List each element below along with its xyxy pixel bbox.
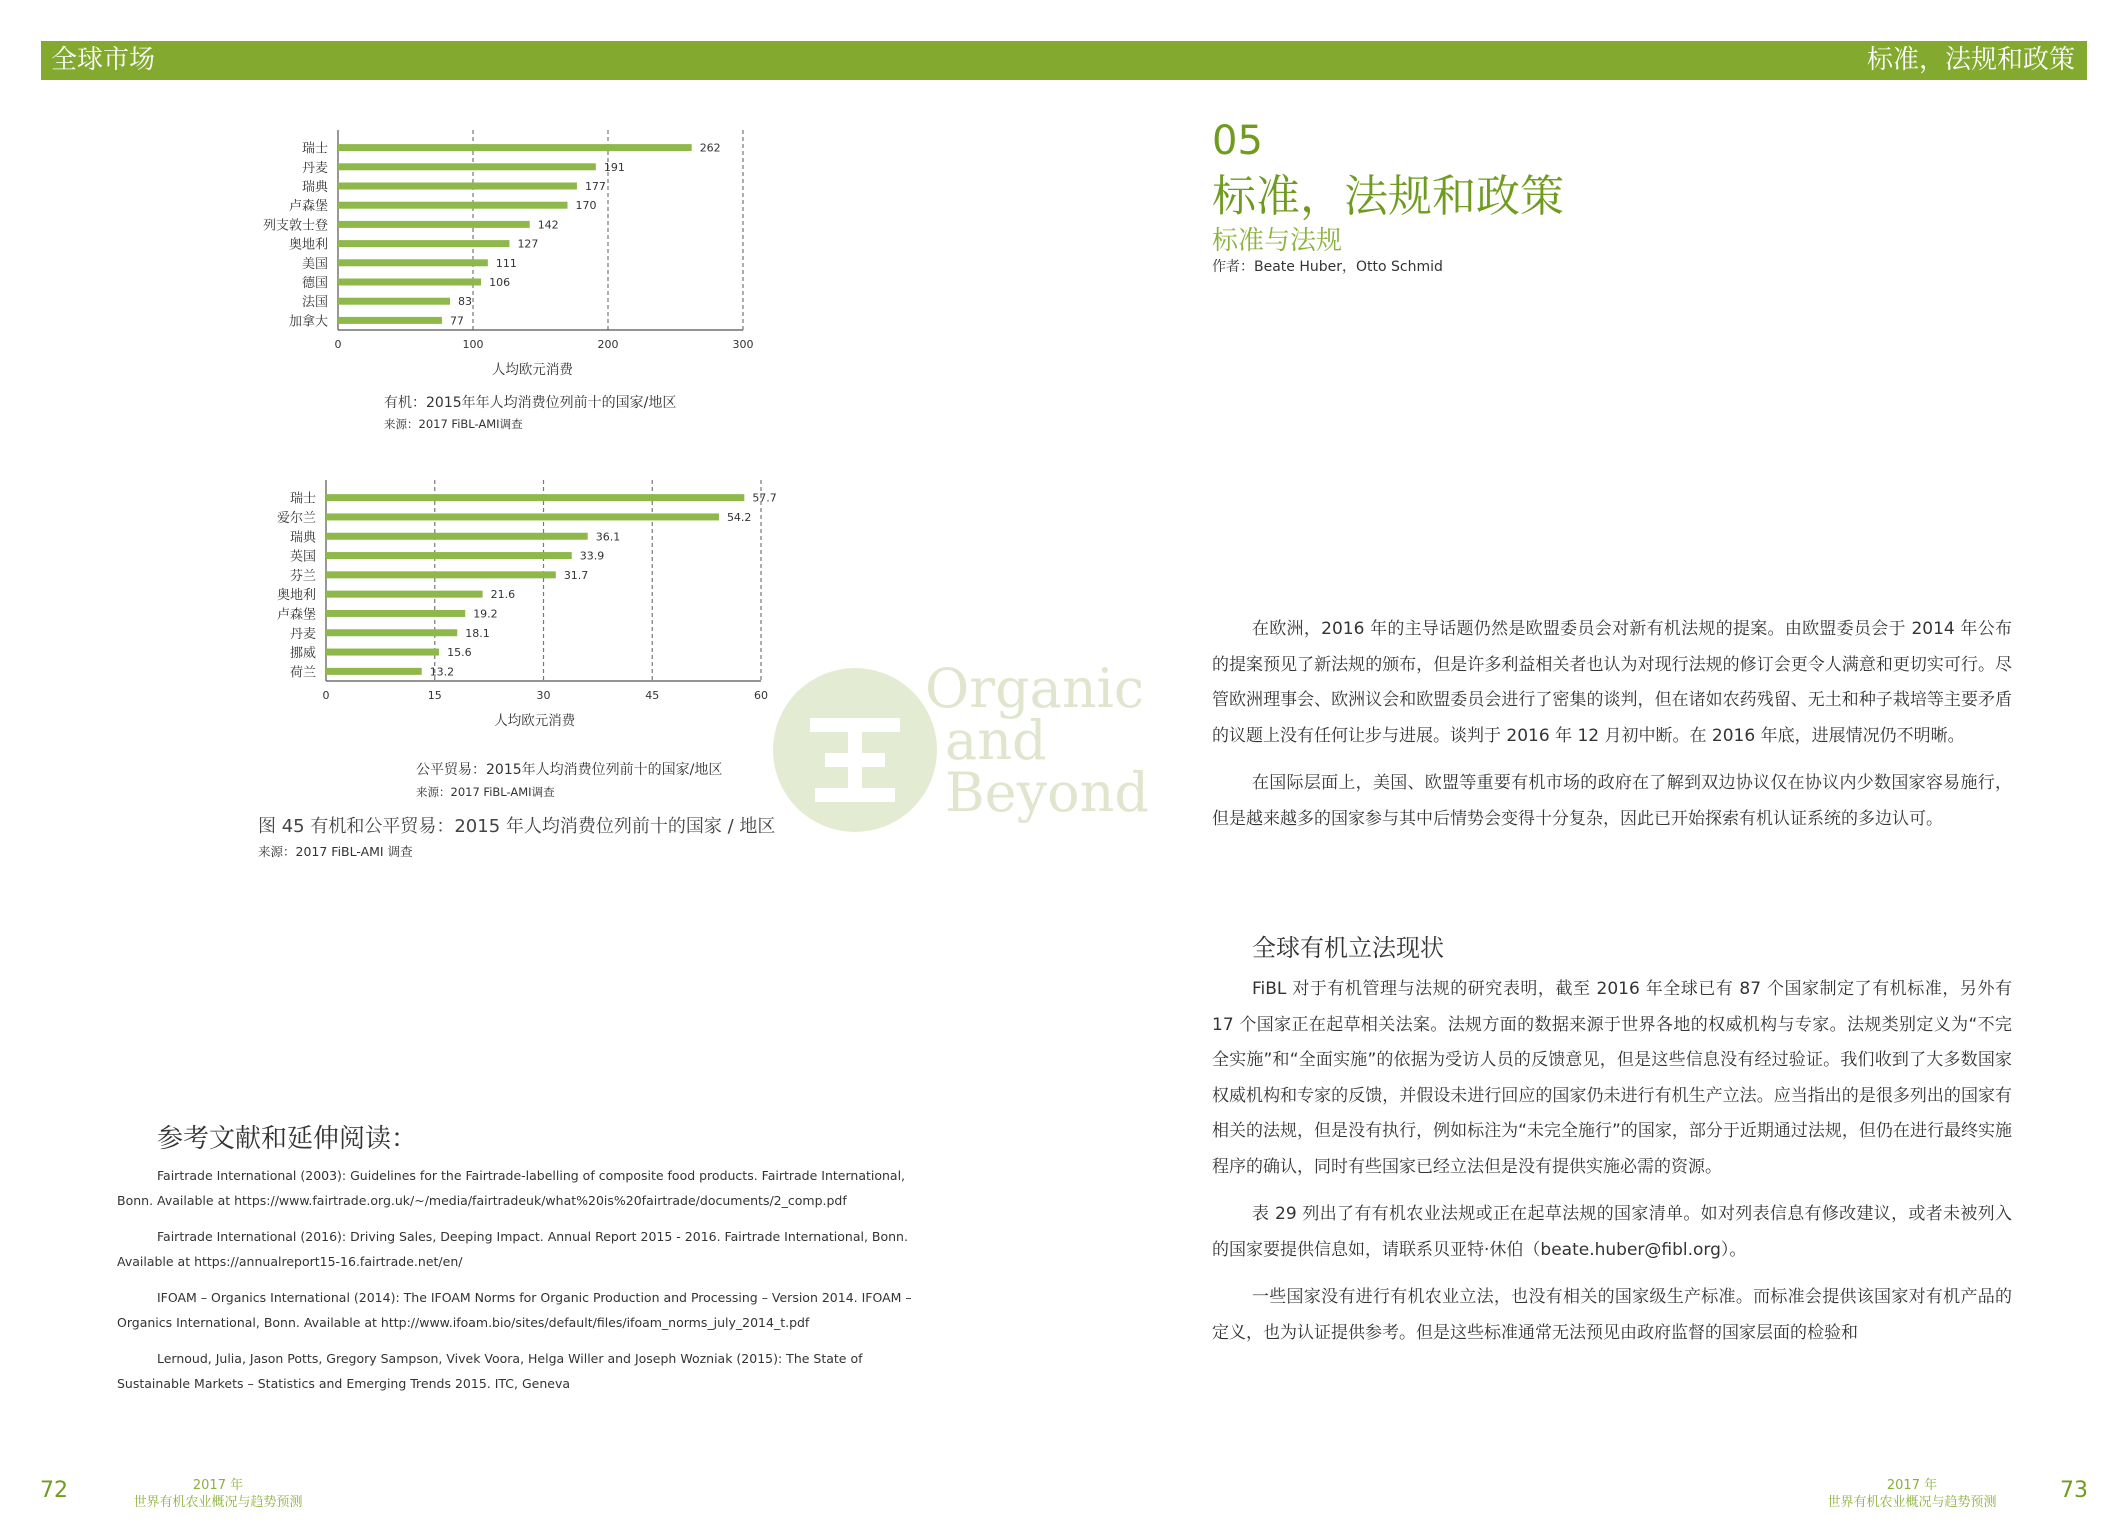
organic-consumption-chart: [230, 128, 790, 378]
category-label: 卢森堡: [288, 199, 328, 215]
chapter-number: 05: [1212, 118, 1263, 164]
x-axis-title: 人均欧元消费: [491, 362, 573, 378]
x-axis-title: 人均欧元消费: [494, 713, 576, 729]
bar: [338, 144, 692, 151]
paragraph: 在国际层面上，美国、欧盟等重要有机市场的政府在了解到双边协议仅在协议内少数国家容易施行，但是越来越多的国家参与其中后情势会变得十分复杂，因此已开始探索有机认证系统的多边认可。: [1212, 773, 2012, 829]
tick-label: 60: [754, 689, 768, 702]
footer-year: 2017 年: [1886, 1478, 1938, 1493]
tick-label: 15: [427, 689, 442, 702]
footer-book-title: 世界有机农业概况与趋势预测: [133, 1495, 303, 1510]
tick-label: 100: [462, 338, 484, 351]
data-label: 83: [458, 295, 473, 309]
chart1-source: 来源：2017 FiBL-AMI调查: [384, 417, 523, 431]
category-label: 瑞典: [301, 180, 328, 195]
bar: [326, 552, 572, 559]
category-label: 荷兰: [289, 665, 316, 681]
category-label: 瑞士: [301, 141, 328, 157]
category-label: 丹麦: [301, 160, 328, 176]
tick-label: 0: [322, 689, 330, 702]
page-number-right: 73: [2060, 1478, 2088, 1503]
data-label: 18.1: [465, 626, 490, 640]
data-label: 36.1: [595, 530, 621, 544]
bar: [338, 183, 577, 190]
section-title-left: 全球市场: [51, 45, 156, 75]
footer-left: [118, 1477, 318, 1511]
bar: [326, 571, 556, 578]
chapter-authors: 作者：Beate Huber，Otto Schmid: [1212, 259, 1443, 275]
section-title-right: 标准，法规和政策: [1866, 45, 2075, 75]
data-label: 19.2: [473, 607, 498, 621]
tick-label: 300: [732, 338, 754, 351]
bar: [326, 668, 422, 675]
reference-item: Fairtrade International (2003): Guidelines for the Fairtrade-labelling of composite food products. Fairtrade International, Bonn. Available at https://www.fairtrade.org.uk/~/media/fairtradeuk/what%20is%20fairtrade/documents/2_comp.pdf: [117, 1168, 906, 1208]
data-label: 13.2: [429, 665, 455, 679]
data-label: 111: [495, 256, 517, 270]
fairtrade-consumption-chart: [230, 478, 790, 738]
intro-text: [1212, 612, 2012, 849]
bar: [326, 494, 744, 501]
bar: [338, 221, 530, 228]
category-label: 芬兰: [289, 568, 316, 584]
data-label: 57.7: [752, 491, 777, 505]
category-label: 丹麦: [289, 626, 316, 642]
bar: [338, 163, 596, 170]
category-label: 加拿大: [288, 314, 328, 330]
tick-label: 45: [645, 689, 660, 702]
bar: [338, 317, 442, 324]
reference-item: Fairtrade International (2016): Driving Sales, Deeping Impact. Annual Report 2015 - 2016. Fairtrade International, Bonn. Available at https://annualreport15-16.fairtrade.net/en/: [117, 1229, 908, 1269]
figure-source: 来源：2017 FiBL-AMI 调查: [258, 844, 413, 859]
data-label: 142: [537, 218, 559, 232]
data-label: 191: [603, 160, 625, 174]
reference-item: Lernoud, Julia, Jason Potts, Gregory Sampson, Vivek Voora, Helga Willer and Joseph Wozniak (2015): The State of Sustainable Markets – Statistics and Emerging Trends 2015. ITC, Geneva: [117, 1351, 863, 1391]
data-label: 31.7: [563, 568, 589, 582]
category-label: 卢森堡: [276, 607, 316, 623]
paragraph: FiBL 对于有机管理与法规的研究表明，截至 2016 年全球已有 87 个国家制定了有机标准，另外有 17 个国家正在起草相关法案。法规方面的数据来源于世界各地的权威机构与专家。法规类别定义为“不完全实施”和“全面实施”的依据为受访人员的反馈意见，但是这些信息没有经过验证。我们收到了大多数国家权威机构和专家的反馈，并假设未进行回应的国家仍未进行有机生产立法。应当指出的是很多列出的国家有相关的法规，但是没有执行，例如标注为“未完全施行”的国家，部分于近期通过法规，但仍在进行最终实施程序的确认，同时有些国家已经立法但是没有提供实施必需的资源。: [1212, 979, 2012, 1177]
data-label: 33.9: [579, 549, 605, 563]
bar: [338, 279, 481, 286]
data-label: 170: [575, 199, 597, 213]
footer-right: [1812, 1477, 2012, 1511]
tick-label: 30: [536, 689, 551, 702]
watermark-logo: [760, 655, 1150, 835]
data-label: 77: [449, 314, 464, 328]
paragraph: 一些国家没有进行有机农业立法，也没有相关的国家级生产标准。而标准会提供该国家对有机产品的定义，也为认证提供参考。但是这些标准通常无法预见由政府监督的国家层面的检验和: [1212, 1287, 2012, 1343]
bar: [326, 513, 719, 520]
watermark-line3: Beyond: [945, 761, 1150, 824]
page-number-left: 72: [40, 1478, 68, 1503]
category-label: 德国: [301, 276, 328, 291]
section-heading: 全球有机立法现状: [1252, 934, 1444, 962]
category-label: 法国: [301, 295, 328, 311]
data-label: 21.6: [490, 588, 516, 602]
category-label: 奥地利: [276, 588, 316, 604]
category-label: 瑞典: [289, 530, 316, 546]
watermark-line2: and: [945, 709, 1047, 772]
tick-label: 0: [334, 338, 342, 351]
figure-caption: 图 45 有机和公平贸易：2015 年人均消费位列前十的国家 / 地区: [258, 816, 776, 837]
category-label: 瑞士: [289, 491, 316, 507]
data-label: 177: [584, 180, 606, 193]
footer-year: 2017 年: [192, 1478, 244, 1493]
section-text: [1212, 972, 2012, 1363]
bar: [326, 610, 465, 617]
data-label: 262: [699, 141, 721, 155]
category-label: 爱尔兰: [276, 510, 316, 526]
data-label: 15.6: [447, 646, 472, 660]
bar: [338, 202, 568, 209]
chart2-caption: 公平贸易：2015年人均消费位列前十的国家/地区: [416, 762, 723, 778]
chart2-source: 来源：2017 FiBL-AMI调查: [416, 785, 555, 799]
footer-book-title: 世界有机农业概况与趋势预测: [1827, 1495, 1997, 1510]
bar: [338, 240, 509, 247]
tick-label: 200: [597, 338, 619, 351]
chapter-subtitle: 标准与法规: [1212, 226, 1343, 256]
bar: [326, 533, 588, 540]
references-title: 参考文献和延伸阅读：: [157, 1124, 418, 1154]
bar: [338, 298, 450, 305]
chapter-title: 标准，法规和政策: [1212, 171, 1564, 222]
seal-icon: [770, 665, 940, 835]
data-label: 54.2: [726, 510, 752, 524]
bar: [326, 649, 439, 656]
chart1-caption: 有机：2015年年人均消费位列前十的国家/地区: [384, 395, 677, 411]
watermark-line1: Organic: [925, 657, 1145, 720]
reference-item: IFOAM – Organics International (2014): The IFOAM Norms for Organic Production and Processing – Version 2014. IFOAM – Organics International, Bonn. Available at http://www.ifoam.bio/sites/default/files/ifoam_norms_july_2014_t.pdf: [117, 1290, 912, 1330]
data-label: 106: [489, 276, 511, 289]
category-label: 奥地利: [288, 237, 328, 253]
bar: [326, 629, 457, 636]
paragraph: 在欧洲，2016 年的主导话题仍然是欧盟委员会对新有机法规的提案。由欧盟委员会于 2014 年公布的提案预见了新法规的颁布，但是许多利益相关者也认为对现行法规的修订会更令人满意和更切实可行。尽管欧洲理事会、欧洲议会和欧盟委员会进行了密集的谈判，但在诸如农药残留、无土和种子栽培等主要矛盾的议题上没有任何让步与进展。谈判于 2016 年 12 月初中断。在 2016 年底，进展情况仍不明晰。: [1212, 619, 2012, 746]
paragraph: 表 29 列出了有有机农业法规或正在起草法规的国家清单。如对列表信息有修改建议，或者未被列入的国家要提供信息如，请联系贝亚特·休伯（beate.huber@fibl.org）。: [1212, 1204, 2013, 1260]
category-label: 美国: [301, 256, 328, 272]
header-bar: [41, 41, 2087, 80]
bar: [326, 591, 483, 598]
category-label: 挪威: [289, 646, 316, 662]
data-label: 127: [517, 237, 539, 251]
category-label: 列支敦士登: [262, 218, 328, 234]
bar: [338, 259, 488, 266]
category-label: 英国: [289, 549, 316, 565]
